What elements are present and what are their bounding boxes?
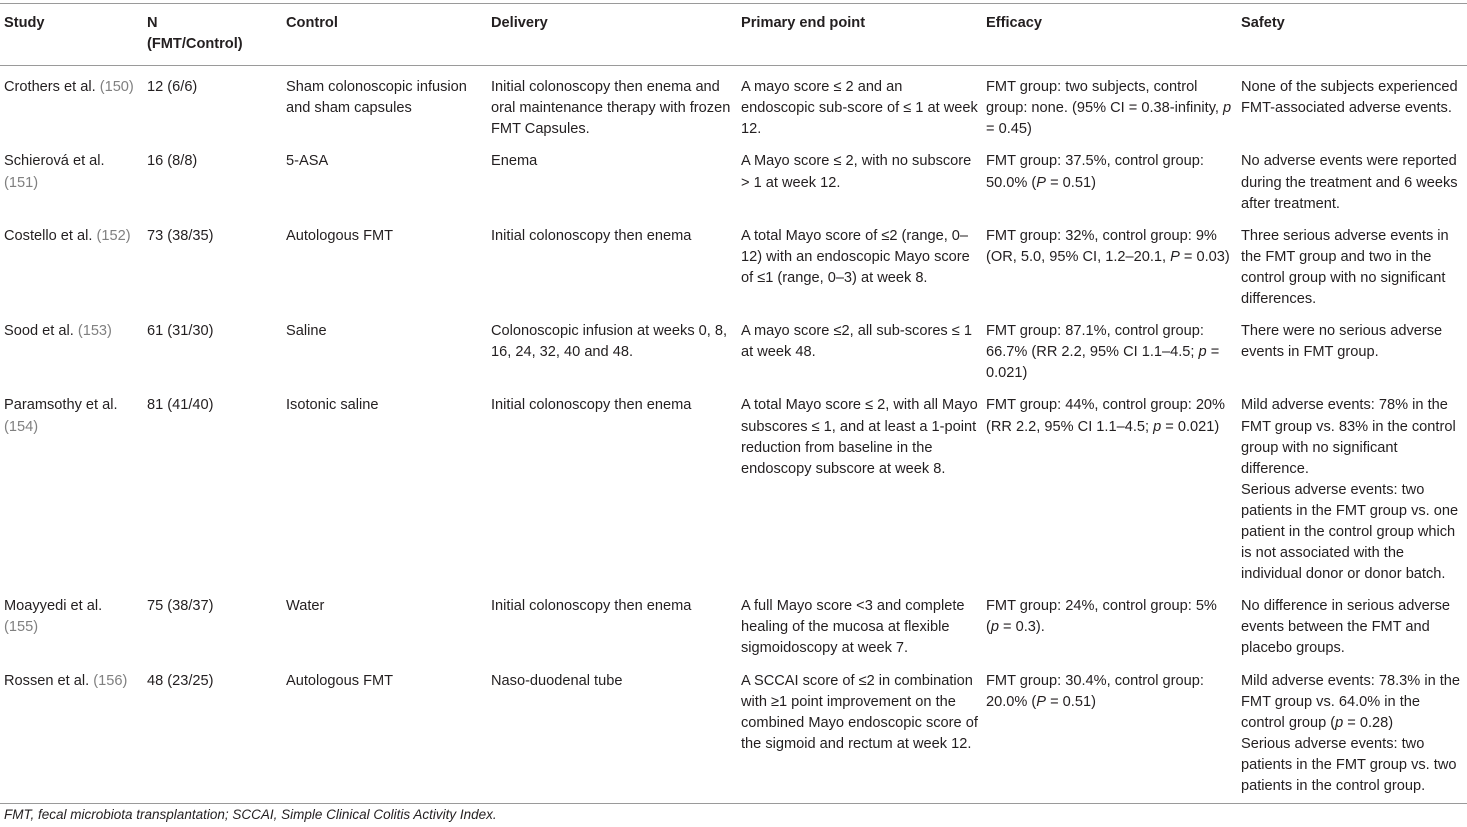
study-author: Costello et al. bbox=[4, 227, 93, 244]
study-author: Sood et al. bbox=[4, 323, 74, 340]
cell-control: Autologous FMT bbox=[286, 672, 394, 689]
efficacy-text: FMT group: 30.4%, control group: 20.0% ( bbox=[986, 672, 1204, 710]
cell-delivery: Initial colonoscopy then enema bbox=[491, 397, 692, 414]
cell-efficacy bbox=[982, 66, 1237, 141]
reference-link[interactable]: (150) bbox=[99, 79, 134, 96]
reference-link[interactable]: (155) bbox=[4, 619, 39, 636]
table-row bbox=[0, 140, 1467, 214]
header-primary-end-point: Primary end point bbox=[741, 15, 866, 31]
cell-safety bbox=[1237, 310, 1467, 384]
cell-efficacy bbox=[982, 215, 1237, 310]
study-author: Moayyedi et al. bbox=[4, 598, 103, 615]
cell-n: 16 (8/8) bbox=[147, 153, 198, 170]
cell-n: 61 (31/30) bbox=[147, 323, 214, 340]
efficacy-p-value: = 0.021) bbox=[1161, 418, 1220, 435]
cell-delivery: Naso-duodenal tube bbox=[491, 672, 623, 689]
p-symbol: p bbox=[990, 619, 999, 636]
table-row bbox=[0, 384, 1467, 585]
cell-primary-end-point: A total Mayo score of ≤2 (range, 0–12) with an endoscopic Mayo score of ≤1 (range, 0–3) at week 8. bbox=[741, 227, 970, 286]
cell-efficacy bbox=[982, 660, 1237, 804]
cell-efficacy bbox=[982, 384, 1237, 585]
reference-link[interactable]: (152) bbox=[96, 227, 131, 244]
p-symbol: p bbox=[1335, 714, 1344, 731]
cell-n: 73 (38/35) bbox=[147, 227, 214, 244]
cell-control: Autologous FMT bbox=[286, 227, 394, 244]
reference-link[interactable]: (151) bbox=[4, 174, 39, 191]
table-row bbox=[0, 660, 1467, 804]
efficacy-text: FMT group: 87.1%, control group: 66.7% (RR 2.2, 95% CI 1.1–4.5; bbox=[986, 323, 1204, 361]
cell-delivery: Initial colonoscopy then enema bbox=[491, 227, 692, 244]
study-author: Crothers et al. bbox=[4, 79, 96, 96]
cell-control: Water bbox=[286, 598, 325, 615]
header-efficacy: Efficacy bbox=[986, 15, 1042, 31]
cell-study bbox=[0, 140, 143, 214]
cell-control: 5-ASA bbox=[286, 153, 329, 170]
cell-safety bbox=[1237, 140, 1467, 214]
cell-control: Sham colonoscopic infusion and sham capsules bbox=[286, 79, 467, 117]
header-safety: Safety bbox=[1241, 15, 1285, 31]
cell-delivery: Colonoscopic infusion at weeks 0, 8, 16, 24, 32, 40 and 48. bbox=[491, 323, 728, 361]
cell-delivery: Initial colonoscopy then enema bbox=[491, 598, 692, 615]
efficacy-p-value: = 0.45) bbox=[986, 121, 1032, 138]
efficacy-p-value: = 0.51) bbox=[1046, 174, 1096, 191]
safety-text-serious: Serious adverse events: two patients in the FMT group vs. one patient in the control group which is not associated with the individual donor or donor batch. bbox=[1241, 481, 1459, 583]
cell-delivery: Initial colonoscopy then enema and oral maintenance therapy with frozen FMT Capsules. bbox=[491, 79, 731, 138]
safety-text: None of the subjects experienced FMT-associated adverse events. bbox=[1241, 79, 1458, 117]
cell-efficacy bbox=[982, 310, 1237, 384]
table-row bbox=[0, 66, 1467, 141]
cell-safety bbox=[1237, 585, 1467, 659]
cell-control: Isotonic saline bbox=[286, 397, 379, 414]
cell-primary-end-point: A full Mayo score <3 and complete healing of the mucosa at flexible sigmoidoscopy at week 7. bbox=[741, 598, 965, 657]
cell-safety bbox=[1237, 215, 1467, 310]
efficacy-p-value: = 0.03) bbox=[1179, 248, 1230, 265]
study-author: Rossen et al. bbox=[4, 672, 90, 689]
p-symbol: p bbox=[1198, 344, 1207, 361]
cell-control: Saline bbox=[286, 323, 327, 340]
fmt-trials-table bbox=[0, 3, 1467, 804]
cell-study bbox=[0, 215, 143, 310]
header-row bbox=[0, 4, 1467, 66]
header-n-line1: N bbox=[147, 15, 158, 31]
safety-text: There were no serious adverse events in FMT group. bbox=[1241, 323, 1443, 361]
efficacy-text: FMT group: two subjects, control group: none. (95% CI = 0.38-infinity, bbox=[986, 79, 1224, 117]
cell-safety bbox=[1237, 660, 1467, 804]
header-study: Study bbox=[4, 15, 45, 31]
safety-text: Three serious adverse events in the FMT group and two in the control group with no significant differences. bbox=[1241, 227, 1449, 308]
p-symbol: P bbox=[1036, 693, 1047, 710]
reference-link[interactable]: (153) bbox=[77, 323, 112, 340]
reference-link[interactable]: (154) bbox=[4, 418, 39, 435]
study-author: Paramsothy et al. bbox=[4, 397, 118, 414]
safety-text: No adverse events were reported during the treatment and 6 weeks after treatment. bbox=[1241, 153, 1458, 212]
header-control: Control bbox=[286, 15, 338, 31]
safety-text-mild: Mild adverse events: 78% in the FMT group vs. 83% in the control group with no significant difference. bbox=[1241, 397, 1456, 477]
safety-p-value: = 0.28) bbox=[1343, 714, 1394, 731]
cell-primary-end-point: A mayo score ≤2, all sub-scores ≤ 1 at week 48. bbox=[741, 323, 972, 361]
efficacy-p-value: = 0.021) bbox=[986, 344, 1220, 382]
cell-efficacy bbox=[982, 140, 1237, 214]
p-symbol: P bbox=[1036, 174, 1047, 191]
table-row bbox=[0, 585, 1467, 659]
cell-study bbox=[0, 66, 143, 141]
safety-text-mild bbox=[1241, 671, 1463, 734]
cell-n: 75 (38/37) bbox=[147, 598, 214, 615]
efficacy-text: FMT group: 24%, control group: 5% ( bbox=[986, 598, 1217, 636]
cell-n: 48 (23/25) bbox=[147, 672, 214, 689]
header-delivery: Delivery bbox=[491, 15, 548, 31]
cell-study bbox=[0, 310, 143, 384]
safety-mild-text: Mild adverse events: 78.3% in the FMT group vs. 64.0% in the control group ( bbox=[1241, 672, 1461, 731]
efficacy-text: FMT group: 32%, control group: 9% (OR, 5.0, 95% CI, 1.2–20.1, bbox=[986, 227, 1217, 265]
cell-safety bbox=[1237, 384, 1467, 585]
header-n-line2: (FMT/Control) bbox=[147, 36, 243, 53]
table-row bbox=[0, 310, 1467, 384]
cell-primary-end-point: A mayo score ≤ 2 and an endoscopic sub-score of ≤ 1 at week 12. bbox=[741, 79, 978, 138]
cell-study bbox=[0, 660, 143, 804]
efficacy-text: FMT group: 37.5%, control group: 50.0% ( bbox=[986, 153, 1204, 191]
reference-link[interactable]: (156) bbox=[93, 672, 128, 689]
cell-efficacy bbox=[982, 585, 1237, 659]
efficacy-text: FMT group: 44%, control group: 20% (RR 2.2, 95% CI 1.1–4.5; bbox=[986, 397, 1226, 435]
cell-study bbox=[0, 384, 143, 585]
cell-n: 12 (6/6) bbox=[147, 79, 198, 96]
cell-primary-end-point: A SCCAI score of ≤2 in combination with ≥1 point improvement on the combined Mayo endoscopic score of the sigmoid and rectum at week 12. bbox=[741, 672, 978, 752]
safety-text: No difference in serious adverse events between the FMT and placebo groups. bbox=[1241, 598, 1451, 657]
safety-text-serious: Serious adverse events: two patients in the FMT group vs. two patients in the control group. bbox=[1241, 735, 1457, 794]
p-symbol: P bbox=[1170, 248, 1180, 265]
cell-primary-end-point: A total Mayo score ≤ 2, with all Mayo subscores ≤ 1, and at least a 1-point reduction from baseline in the endoscopy subscore at week 8. bbox=[741, 397, 978, 477]
cell-n: 81 (41/40) bbox=[147, 397, 214, 414]
cell-safety bbox=[1237, 66, 1467, 141]
p-symbol: p bbox=[1223, 100, 1232, 117]
table-footnote: FMT, fecal microbiota transplantation; SCCAI, Simple Clinical Colitis Activity Index. bbox=[4, 807, 497, 822]
study-author: Schierová et al. bbox=[4, 153, 105, 170]
cell-study bbox=[0, 585, 143, 659]
p-symbol: p bbox=[1153, 418, 1162, 435]
cell-primary-end-point: A Mayo score ≤ 2, with no subscore > 1 at week 12. bbox=[741, 153, 972, 191]
efficacy-p-value: = 0.3). bbox=[999, 619, 1045, 636]
efficacy-p-value: = 0.51) bbox=[1046, 693, 1096, 710]
cell-delivery: Enema bbox=[491, 153, 538, 170]
table-row bbox=[0, 215, 1467, 310]
header-n bbox=[143, 4, 282, 66]
